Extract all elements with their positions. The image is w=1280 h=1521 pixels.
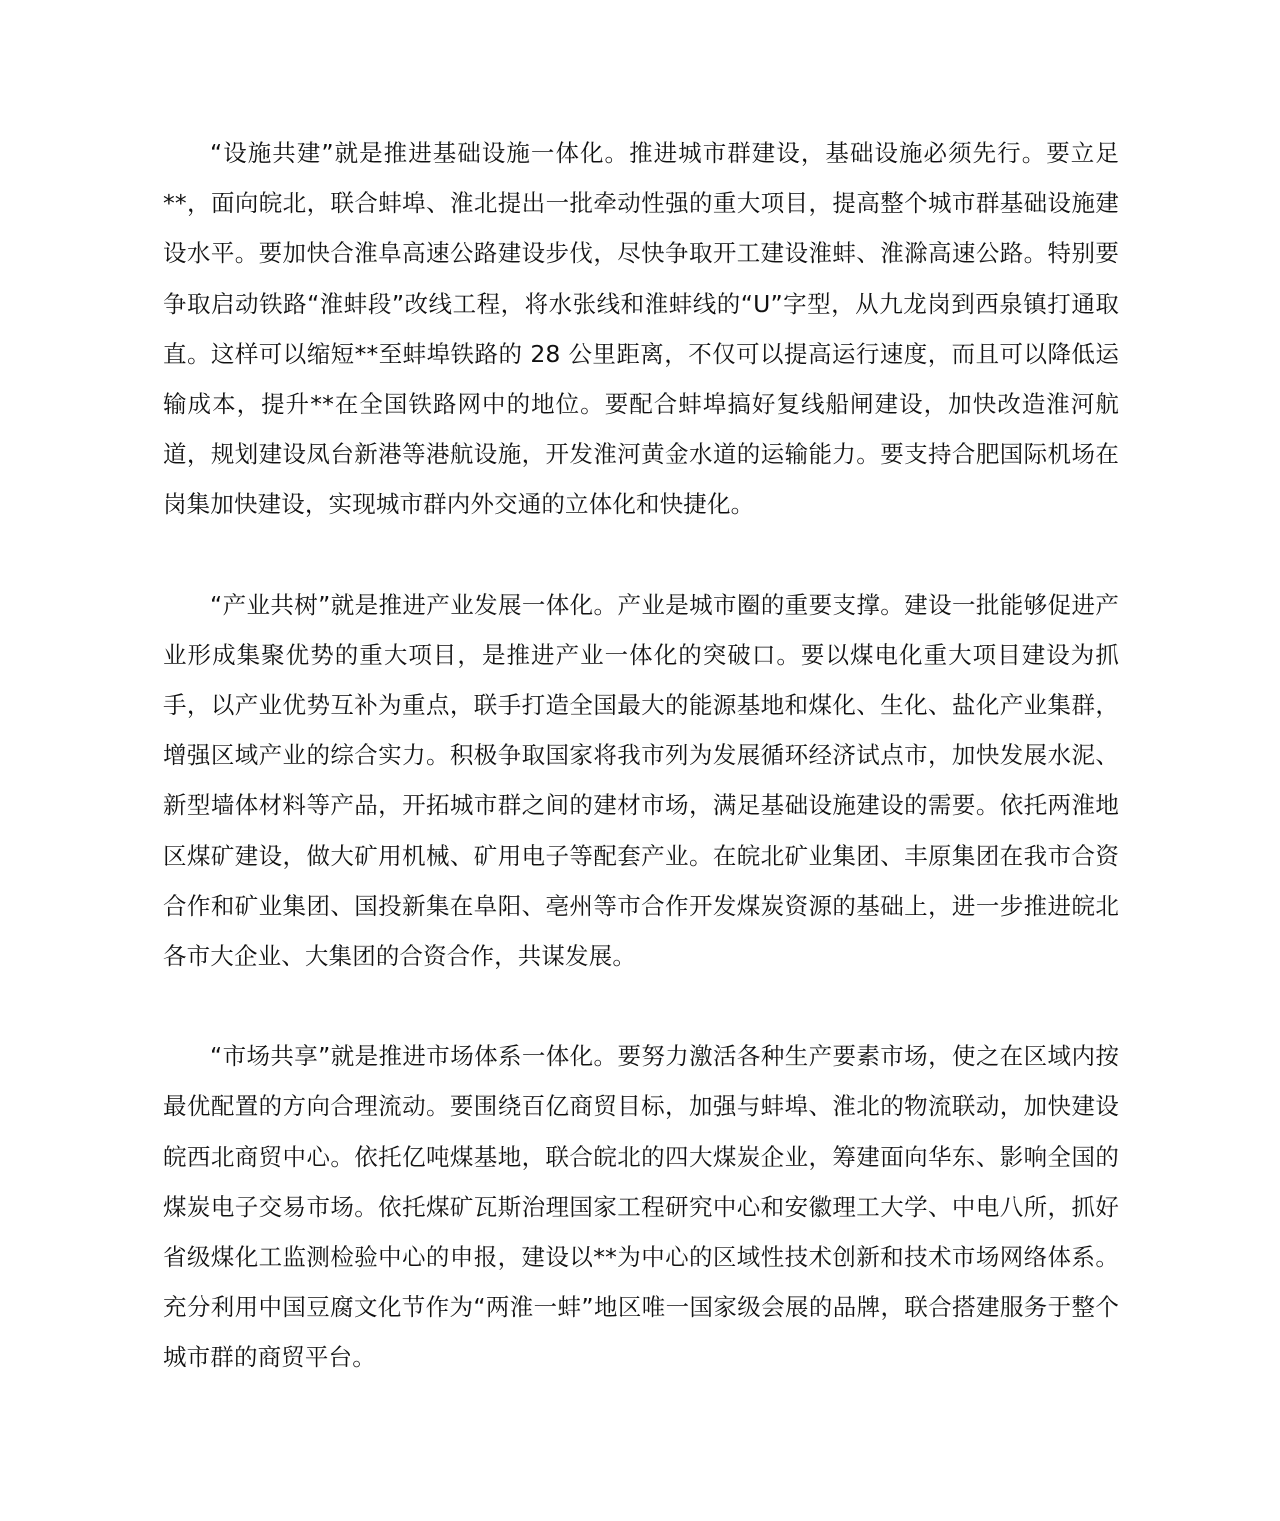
paragraph-market: “市场共享”就是推进市场体系一体化。要努力激活各种生产要素市场，使之在区域内按最优配置的方向合理流动。要围绕百亿商贸目标，加强与蚌埠、淮北的物流联动，加快建设皖西北商贸中心。依托亿吨煤基地，联合皖北的四大煤炭企业，筹建面向华东、影响全国的煤炭电子交易市场。依托煤矿瓦斯治理国家工程研究中心和安徽理工大学、中电八所，抓好省级煤化工监测检验中心的申报，建设以**为中心的区域性技术创新和技术市场网络体系。充分利用中国豆腐文化节作为“两淮一蚌”地区唯一国家级会展的品牌，联合搭建服务于整个城市群的商贸平台。 — [163, 1042, 1119, 1372]
paragraph-industry: “产业共树”就是推进产业发展一体化。产业是城市圈的重要支撑。建设一批能够促进产业形成集聚优势的重大项目，是推进产业一体化的突破口。要以煤电化重大项目建设为抓手，以产业优势互补为重点，联手打造全国最大的能源基地和煤化、生化、盐化产业集群，增强区域产业的综合实力。积极争取国家将我市列为发展循环经济试点市，加快发展水泥、新型墙体材料等产品，开拓城市群之间的建材市场，满足基础设施建设的需要。依托两淮地区煤矿建设，做大矿用机械、矿用电子等配套产业。在皖北矿业集团、丰原集团在我市合资合作和矿业集团、国投新集在阜阳、亳州等市合作开发煤炭资源的基础上，进一步推进皖北各市大企业、大集团的合资合作，共谋发展。 — [163, 590, 1119, 971]
document-body — [163, 128, 1119, 1383]
paragraph-infrastructure: “设施共建”就是推进基础设施一体化。推进城市群建设，基础设施必须先行。要立足**，面向皖北，联合蚌埠、淮北提出一批牵动性强的重大项目，提高整个城市群基础设施建设水平。要加快合淮阜高速公路建设步伐，尽快争取开工建设淮蚌、淮滁高速公路。特别要争取启动铁路“淮蚌段”改线工程，将水张线和淮蚌线的“U”字型，从九龙岗到西泉镇打通取直。这样可以缩短**至蚌埠铁路的 28 公里距离，不仅可以提高运行速度，而且可以降低运输成本，提升**在全国铁路网中的地位。要配合蚌埠搞好复线船闸建设，加快改造淮河航道，规划建设凤台新港等港航设施，开发淮河黄金水道的运输能力。要支持合肥国际机场在岗集加快建设，实现城市群内外交通的立体化和快捷化。 — [163, 139, 1119, 519]
